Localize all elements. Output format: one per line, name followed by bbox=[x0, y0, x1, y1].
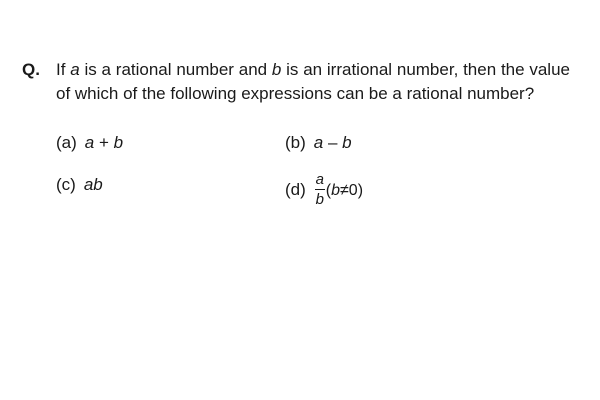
option-a[interactable] bbox=[56, 131, 123, 155]
option-a-label: (a) bbox=[56, 133, 77, 152]
option-c-expr: ab bbox=[83, 175, 103, 194]
option-d-label: (d) bbox=[285, 179, 306, 199]
option-b-operator: – bbox=[323, 133, 343, 152]
question-text-part3: is an irrational number, then the value of which of the following expressions can be a rational number? bbox=[56, 60, 570, 103]
question-row bbox=[22, 58, 570, 106]
question-text-part1: If bbox=[56, 60, 71, 79]
option-d-condition-rest: ≠0) bbox=[340, 181, 364, 199]
option-d-numerator: a bbox=[315, 171, 324, 188]
option-a-right: b bbox=[113, 133, 124, 152]
options-grid bbox=[56, 131, 556, 211]
question-text bbox=[56, 58, 570, 106]
question-block bbox=[22, 58, 570, 106]
option-a-operator: + bbox=[94, 133, 114, 152]
option-d-denominator: b bbox=[315, 191, 324, 208]
option-d-fraction bbox=[315, 172, 325, 207]
option-b-label: (b) bbox=[285, 133, 306, 152]
fraction-bar bbox=[315, 189, 325, 190]
question-label: Q. bbox=[22, 60, 40, 79]
option-b-expression bbox=[314, 133, 352, 152]
option-a-left: a bbox=[84, 133, 95, 152]
option-d[interactable] bbox=[285, 173, 363, 208]
question-var-a: a bbox=[70, 60, 80, 79]
question-var-b: b bbox=[271, 60, 282, 79]
option-b[interactable] bbox=[285, 131, 352, 155]
option-c[interactable] bbox=[56, 173, 103, 197]
option-d-condition-open: ( bbox=[325, 181, 332, 199]
option-d-condition-var: b bbox=[331, 181, 341, 199]
option-b-right: b bbox=[342, 133, 352, 152]
option-d-condition bbox=[326, 182, 363, 199]
question-text-part2: is a rational number and bbox=[79, 60, 272, 79]
option-c-label: (c) bbox=[56, 175, 76, 194]
option-b-left: a bbox=[313, 133, 324, 152]
option-c-expression bbox=[84, 175, 103, 194]
option-a-expression bbox=[85, 133, 123, 152]
